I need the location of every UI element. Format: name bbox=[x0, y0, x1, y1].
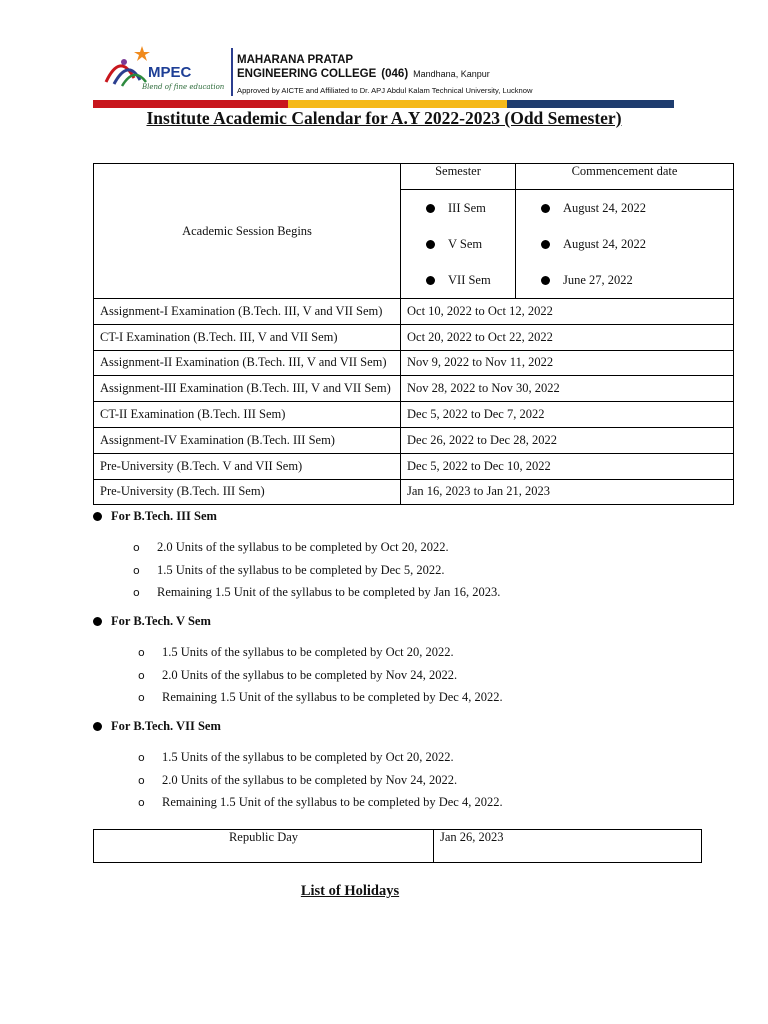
section-heading-text: For B.Tech. VII Sem bbox=[111, 719, 221, 733]
list-item-text: 2.0 Units of the syllabus to be completed by Nov 24, 2022. bbox=[162, 772, 458, 787]
college-name-line2 bbox=[237, 68, 490, 80]
section-heading-text: For B.Tech. III Sem bbox=[111, 509, 217, 523]
event-name: Pre-University (B.Tech. V and VII Sem) bbox=[94, 453, 401, 479]
commencement-date: August 24, 2022 bbox=[563, 200, 646, 215]
color-bar-red bbox=[93, 100, 288, 108]
list-item-text: 1.5 Units of the syllabus to be completed by Oct 20, 2022. bbox=[162, 750, 454, 764]
circle-bullet-icon: o bbox=[138, 668, 145, 682]
header-divider bbox=[231, 48, 233, 96]
session-label: Academic Session Begins bbox=[94, 164, 401, 299]
bullet-icon bbox=[93, 512, 102, 521]
list-item bbox=[133, 540, 449, 555]
semester-header: Semester bbox=[401, 164, 516, 190]
header-color-bar bbox=[93, 100, 674, 108]
college-logo bbox=[100, 44, 224, 96]
calendar-row bbox=[94, 402, 734, 428]
commencement-list bbox=[516, 190, 734, 299]
calendar-row bbox=[94, 350, 734, 376]
event-dates: Dec 26, 2022 to Dec 28, 2022 bbox=[401, 427, 734, 453]
event-dates: Nov 28, 2022 to Nov 30, 2022 bbox=[401, 376, 734, 402]
event-name: CT-II Examination (B.Tech. III Sem) bbox=[94, 402, 401, 428]
event-name: Assignment-III Examination (B.Tech. III, V and VII Sem) bbox=[94, 376, 401, 402]
commencement-date: June 27, 2022 bbox=[563, 272, 633, 287]
circle-bullet-icon: o bbox=[133, 541, 140, 554]
calendar-row bbox=[94, 299, 734, 325]
list-item bbox=[138, 795, 503, 810]
calendar-row bbox=[94, 427, 734, 453]
college-location: Mandhana, Kanpur bbox=[413, 69, 490, 79]
bullet-icon bbox=[541, 204, 550, 213]
holiday-name: Republic Day bbox=[94, 830, 434, 863]
calendar-row bbox=[94, 453, 734, 479]
academic-calendar-table bbox=[93, 163, 734, 505]
color-bar-navy bbox=[507, 100, 674, 108]
list-item bbox=[138, 750, 454, 765]
college-name-line1: MAHARANA PRATAP bbox=[237, 54, 354, 66]
event-dates: Dec 5, 2022 to Dec 7, 2022 bbox=[401, 402, 734, 428]
color-bar-yellow bbox=[288, 100, 507, 108]
semester-name: VII Sem bbox=[448, 272, 491, 287]
commencement-date: August 24, 2022 bbox=[563, 236, 646, 251]
list-item bbox=[138, 690, 503, 705]
circle-bullet-icon: o bbox=[138, 796, 145, 809]
commencement-item bbox=[516, 226, 733, 262]
circle-bullet-icon: o bbox=[133, 586, 140, 599]
list-item-text: 2.0 Units of the syllabus to be completed by Oct 20, 2022. bbox=[157, 540, 449, 554]
calendar-row bbox=[94, 376, 734, 402]
list-item bbox=[133, 585, 500, 600]
approval-line: Approved by AICTE and Affiliated to Dr. APJ Abdul Kalam Technical University, Lucknow bbox=[237, 86, 533, 95]
section-heading bbox=[93, 614, 211, 629]
list-item-text: 1.5 Units of the syllabus to be completed by Oct 20, 2022. bbox=[162, 645, 454, 659]
bullet-icon bbox=[426, 240, 435, 249]
list-item-text: Remaining 1.5 Unit of the syllabus to be completed by Dec 4, 2022. bbox=[162, 795, 503, 809]
bullet-icon bbox=[541, 276, 550, 285]
list-item bbox=[138, 645, 454, 660]
list-item-text: Remaining 1.5 Unit of the syllabus to be completed by Dec 4, 2022. bbox=[162, 690, 503, 704]
event-name: CT-I Examination (B.Tech. III, V and VII Sem) bbox=[94, 324, 401, 350]
bullet-icon bbox=[426, 204, 435, 213]
section-heading bbox=[93, 509, 217, 524]
holiday-table bbox=[93, 829, 702, 863]
list-item-text: 2.0 Units of the syllabus to be completed by Nov 24, 2022. bbox=[162, 667, 458, 682]
commencement-item bbox=[516, 190, 733, 226]
bullet-icon bbox=[426, 276, 435, 285]
logo-tagline: Blend of fine education bbox=[142, 83, 224, 91]
semester-list bbox=[401, 190, 516, 299]
calendar-row bbox=[94, 324, 734, 350]
list-item bbox=[133, 563, 444, 578]
semester-name: III Sem bbox=[448, 200, 486, 215]
commencement-item bbox=[516, 262, 733, 298]
circle-bullet-icon: o bbox=[138, 646, 145, 659]
semester-item bbox=[401, 190, 515, 226]
semester-item bbox=[401, 262, 515, 298]
section-heading bbox=[93, 719, 221, 734]
section-heading-text: For B.Tech. V Sem bbox=[111, 614, 211, 628]
holiday-date: Jan 26, 2023 bbox=[434, 830, 702, 863]
list-item bbox=[138, 773, 457, 788]
list-item-text: 1.5 Units of the syllabus to be completed by Dec 5, 2022. bbox=[157, 562, 445, 577]
page-title: Institute Academic Calendar for A.Y 2022-2023 (Odd Semester) bbox=[146, 108, 622, 128]
college-name-text: ENGINEERING COLLEGE bbox=[237, 68, 377, 80]
circle-bullet-icon: o bbox=[133, 563, 140, 577]
college-code: (046) bbox=[381, 68, 409, 80]
circle-bullet-icon: o bbox=[138, 751, 145, 764]
event-name: Assignment-I Examination (B.Tech. III, V and VII Sem) bbox=[94, 299, 401, 325]
event-dates: Oct 10, 2022 to Oct 12, 2022 bbox=[401, 299, 734, 325]
list-item bbox=[138, 668, 457, 683]
event-dates: Jan 16, 2023 to Jan 21, 2023 bbox=[401, 479, 734, 505]
holiday-heading: List of Holidays bbox=[300, 883, 400, 899]
event-name: Pre-University (B.Tech. III Sem) bbox=[94, 479, 401, 505]
event-name: Assignment-IV Examination (B.Tech. III Sem) bbox=[94, 427, 401, 453]
event-dates: Oct 20, 2022 to Oct 22, 2022 bbox=[401, 324, 734, 350]
calendar-row bbox=[94, 479, 734, 505]
circle-bullet-icon: o bbox=[138, 773, 145, 787]
event-name: Assignment-II Examination (B.Tech. III, V and VII Sem) bbox=[94, 350, 401, 376]
bullet-icon bbox=[541, 240, 550, 249]
circle-bullet-icon: o bbox=[138, 691, 145, 704]
semester-item bbox=[401, 226, 515, 262]
event-dates: Dec 5, 2022 to Dec 10, 2022 bbox=[401, 453, 734, 479]
logo-text: MPEC bbox=[148, 64, 192, 81]
event-dates: Nov 9, 2022 to Nov 11, 2022 bbox=[401, 350, 734, 376]
list-item-text: Remaining 1.5 Unit of the syllabus to be completed by Jan 16, 2023. bbox=[157, 585, 501, 599]
holiday-row bbox=[94, 830, 702, 863]
bullet-icon bbox=[93, 617, 102, 626]
commencement-header: Commencement date bbox=[516, 164, 734, 190]
bullet-icon bbox=[93, 722, 102, 731]
semester-name: V Sem bbox=[448, 236, 483, 251]
